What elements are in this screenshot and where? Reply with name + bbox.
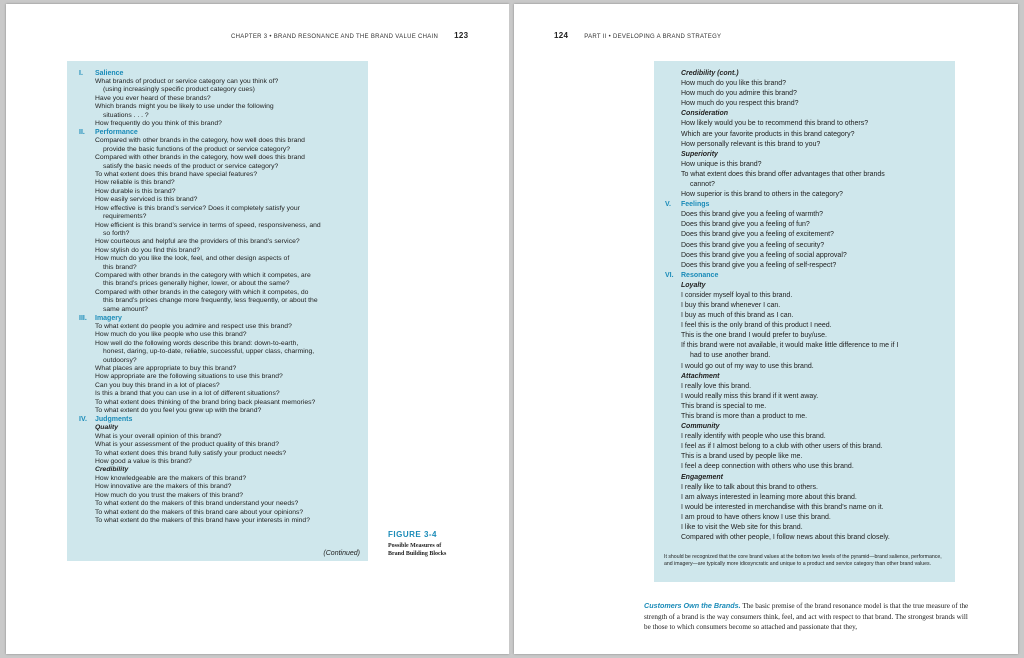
question-line: How much do you like this brand?: [681, 80, 787, 88]
question-line: this brand’s prices generally higher, lower, or about the same?: [103, 280, 290, 288]
question-line: What is your assessment of the product quality of this brand?: [95, 441, 279, 449]
question-line: I would really miss this brand if it went away.: [681, 392, 819, 400]
question-line: this brand’s prices change more frequently, less frequently, or about the: [103, 297, 318, 305]
figure-caption: [388, 530, 446, 558]
running-head-text: CHAPTER 3 • BRAND RESONANCE AND THE BRAND VALUE CHAIN: [231, 34, 439, 40]
section-numeral: IV.: [79, 416, 87, 424]
question-line: so forth?: [103, 229, 130, 237]
question-line: How much do you like the look, feel, and other design aspects of: [95, 255, 290, 263]
body-text: The basic premise of the brand resonance model is that the true measure of the strength of a brand is the way consumers think, feel, and act with respect to that brand. The strongest brands will be those to which consumers become so attached and passionate that they,: [644, 602, 969, 631]
question-line: Is this a brand that you can use in a lot of different situations?: [95, 390, 280, 398]
question-line: Does this brand give you a feeling of social approval?: [681, 251, 847, 259]
figure-number: FIGURE 3-4: [388, 530, 438, 539]
section-heading: [654, 271, 955, 281]
question-line: How much do you respect this brand?: [681, 100, 799, 108]
question-line: To what extent does thinking of the brand bring back pleasant memories?: [95, 398, 316, 406]
measures-box-left: [67, 61, 368, 561]
question-line: How frequently do you think of this brand?: [95, 120, 222, 128]
subheading: Loyalty: [681, 281, 706, 289]
subheading: Credibility: [95, 466, 129, 474]
section-heading: [67, 69, 368, 78]
section-title: Performance: [95, 129, 138, 137]
section-title: Feelings: [681, 201, 710, 209]
question-line: How effective is this brand’s service? Does it completely satisfy your: [95, 204, 300, 212]
question-line: I like to visit the Web site for this brand.: [681, 524, 803, 532]
section-heading: [67, 128, 368, 137]
question-line: This brand is special to me.: [681, 402, 767, 410]
subheading: Quality: [95, 424, 119, 432]
running-head-right: [554, 31, 721, 40]
continued-label: (Continued): [323, 550, 360, 557]
question-line: I am proud to have others know I use this brand.: [681, 513, 831, 521]
subheading: Engagement: [681, 473, 724, 481]
question-line: I really identify with people who use this brand.: [681, 433, 826, 441]
question-line: How superior is this brand to others in the category?: [681, 191, 843, 199]
question-line: How efficient is this brand’s service in terms of speed, responsiveness, and: [95, 221, 321, 229]
question-line: How courteous and helpful are the providers of this brand’s service?: [95, 238, 300, 246]
question-line: I really like to talk about this brand to others.: [681, 483, 818, 491]
running-head-text: PART II • DEVELOPING A BRAND STRATEGY: [584, 34, 722, 40]
question-line: How well do the following words describe this brand: down-to-earth,: [95, 339, 299, 347]
figure-caption-line1: Possible Measures of: [388, 543, 442, 549]
question-line: this brand?: [103, 263, 137, 271]
question-line: I buy this brand whenever I can.: [681, 301, 781, 309]
question-line: How easily serviced is this brand?: [95, 196, 198, 204]
question-line: How reliable is this brand?: [95, 179, 175, 187]
section-heading: [67, 314, 368, 323]
question-line: requirements?: [103, 213, 147, 221]
body-paragraph: [644, 601, 974, 633]
question-line: How personally relevant is this brand to you?: [681, 140, 821, 148]
question-line: To what extent do you feel you grew up with the brand?: [95, 407, 262, 415]
running-head-left: [231, 31, 468, 40]
question-line: had to use another brand.: [690, 352, 771, 360]
question-line: To what extent do people you admire and respect use this brand?: [95, 322, 292, 330]
question-line: How much do you admire this brand?: [681, 90, 797, 98]
measures-box-right: [654, 61, 955, 582]
question-line: What places are appropriate to buy this brand?: [95, 365, 237, 372]
question-line: I would be interested in merchandise with this brand’s name on it.: [681, 503, 884, 511]
section-title: Salience: [95, 70, 124, 77]
left-page: [6, 4, 509, 654]
question-line: How much do you like people who use this brand?: [95, 331, 247, 339]
question-line: Does this brand give you a feeling of fun?: [681, 221, 810, 229]
question-line: To what extent does this brand have special features?: [95, 171, 258, 179]
question-line: Compared with other brands in the category, how well does this brand: [95, 137, 305, 145]
subheading: Superiority: [681, 150, 718, 158]
question-line: cannot?: [690, 181, 715, 189]
question-line: How knowledgeable are the makers of this brand?: [95, 474, 247, 482]
page-number: 123: [454, 31, 469, 40]
box-content: [654, 69, 955, 543]
question-line: How good a value is this brand?: [95, 458, 192, 466]
question-line: provide the basic functions of the product or service category?: [103, 145, 291, 153]
section-title: Resonance: [681, 271, 719, 279]
question-line: situations . . . ?: [103, 111, 149, 119]
section-numeral: V.: [665, 201, 671, 209]
run-in-heading: Customers Own the Brands.: [644, 601, 741, 610]
box-footnote: It should be recognized that the core brand values at the bottom two levels of the pyramid—brand salience, performance, and imagery—are typically more idiosyncratic and unique to a product and service category than other brand values.: [664, 554, 942, 567]
question-line: How much do you trust the makers of this brand?: [95, 491, 244, 499]
box-content: [67, 69, 368, 525]
section-title: Judgments: [95, 416, 133, 424]
question-line: Does this brand give you a feeling of self-respect?: [681, 261, 837, 269]
section-numeral: II.: [79, 129, 85, 137]
section-numeral: VI.: [665, 271, 674, 279]
section-numeral: I.: [79, 70, 83, 77]
question-line: I am always interested in learning more about this brand.: [681, 493, 857, 501]
question-line: How unique is this brand?: [681, 160, 762, 168]
question-line: Can you buy this brand in a lot of places?: [95, 381, 220, 389]
question-line: To what extent do the makers of this brand understand your needs?: [95, 500, 299, 508]
question-line: Does this brand give you a feeling of excitement?: [681, 231, 834, 239]
question-line: Compared with other brands in the category, how well does this brand: [95, 154, 305, 162]
question-line: Compared with other brands in the category with which it competes, do: [95, 288, 309, 296]
question-line: To what extent do the makers of this brand care about your opinions?: [95, 508, 304, 516]
question-line: I would go out of my way to use this brand.: [681, 362, 814, 370]
subheading: Credibility (cont.): [681, 70, 739, 77]
question-line: How likely would you be to recommend this brand to others?: [681, 120, 869, 128]
question-line: Does this brand give you a feeling of warmth?: [681, 211, 824, 219]
question-line: honest, daring, up-to-date, reliable, successful, upper class, charming,: [103, 348, 315, 356]
section-title: Imagery: [95, 314, 122, 322]
question-line: I feel this is the only brand of this product I need.: [681, 322, 832, 330]
section-heading: [654, 200, 955, 210]
question-line: satisfy the basic needs of the product or service category?: [103, 162, 279, 170]
question-line: Have you ever heard of these brands?: [95, 94, 211, 102]
question-line: This is the one brand I would prefer to buy/use.: [681, 332, 827, 340]
subheading: Consideration: [681, 110, 729, 118]
question-line: To what extent does this brand fully satisfy your product needs?: [95, 449, 287, 457]
question-line: Does this brand give you a feeling of security?: [681, 241, 825, 249]
question-line: I really love this brand.: [681, 382, 752, 390]
question-line: I feel as if I almost belong to a club with other users of this brand.: [681, 443, 883, 451]
page-number: 124: [554, 31, 569, 40]
question-line: This brand is more than a product to me.: [681, 413, 808, 420]
figure-caption-line2: Brand Building Blocks: [388, 551, 447, 557]
subheading: Community: [681, 423, 720, 431]
question-line: Which brands might you be likely to use under the following: [95, 103, 274, 111]
question-line: How durable is this brand?: [95, 187, 176, 195]
question-line: I feel a deep connection with others who use this brand.: [681, 463, 854, 471]
question-line: How stylish do you find this brand?: [95, 246, 201, 254]
question-line: To what extent does this brand offer advantages that other brands: [681, 170, 885, 178]
section-numeral: III.: [79, 314, 87, 322]
question-line: To what extent do the makers of this brand have your interests in mind?: [95, 516, 310, 524]
question-line: Which are your favorite products in this brand category?: [681, 130, 855, 138]
question-line: If this brand were not available, it would make little difference to me if I: [681, 342, 899, 350]
question-line: What is your overall opinion of this brand?: [95, 432, 222, 440]
right-page: [514, 4, 1018, 654]
question-line: Compared with other people, I follow news about this brand closely.: [681, 534, 890, 542]
question-line: What brands of product or service category can you think of?: [95, 78, 279, 85]
question-line: I consider myself loyal to this brand.: [681, 291, 793, 299]
section-heading: [67, 415, 368, 424]
question-line: How innovative are the makers of this brand?: [95, 483, 232, 491]
question-line: How appropriate are the following situations to use this brand?: [95, 373, 283, 381]
question-line: same amount?: [103, 305, 148, 313]
question-line: (using increasingly specific product category cues): [103, 86, 255, 94]
question-line: outdoorsy?: [103, 356, 137, 364]
question-line: Compared with other brands in the category with which it competes, are: [95, 271, 311, 279]
question-line: This is a brand used by people like me.: [681, 453, 803, 461]
question-line: I buy as much of this brand as I can.: [681, 312, 794, 320]
subheading: Attachment: [681, 372, 720, 380]
